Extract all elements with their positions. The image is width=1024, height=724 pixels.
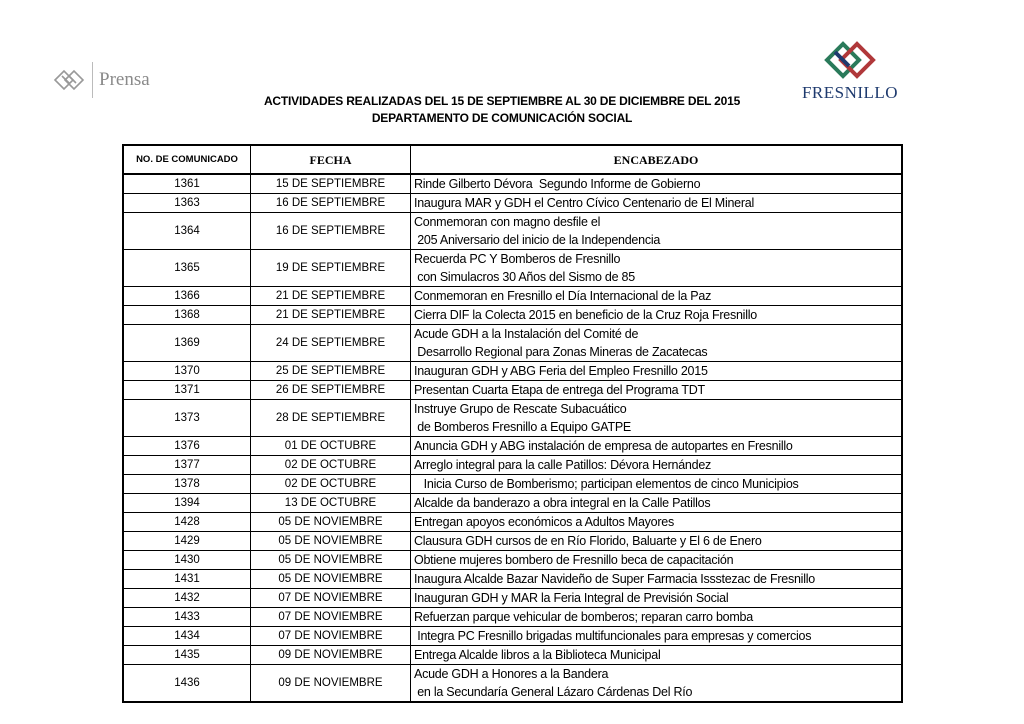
communique-headline: Inaugura Alcalde Bazar Navideño de Super Farmacia Issstezac de Fresnillo xyxy=(411,570,903,589)
table-row xyxy=(123,437,902,456)
table-row xyxy=(123,456,902,475)
communique-headline: Inaugura MAR y GDH el Centro Cívico Centenario de El Mineral xyxy=(411,194,903,213)
table-row xyxy=(123,532,902,551)
communique-headline: Presentan Cuarta Etapa de entrega del Programa TDT xyxy=(411,381,903,400)
table-row xyxy=(123,570,902,589)
prensa-emblem-icon xyxy=(52,66,86,94)
communique-date: 01 DE OCTUBRE xyxy=(251,437,411,456)
activities-table xyxy=(122,144,903,703)
communique-headline: Refuerzan parque vehicular de bomberos; reparan carro bomba xyxy=(411,608,903,627)
table-row xyxy=(123,174,902,194)
communique-number: 1373 xyxy=(123,400,251,437)
communique-number: 1432 xyxy=(123,589,251,608)
communique-headline: Conmemoran con magno desfile el 205 Aniversario del inicio de la Independencia xyxy=(411,213,903,250)
communique-number: 1430 xyxy=(123,551,251,570)
table-row xyxy=(123,475,902,494)
table-row xyxy=(123,362,902,381)
communique-date: 16 DE SEPTIEMBRE xyxy=(251,213,411,250)
table-row xyxy=(123,627,902,646)
communique-headline: Inauguran GDH y ABG Feria del Empleo Fresnillo 2015 xyxy=(411,362,903,381)
communique-headline: Obtiene mujeres bombero de Fresnillo beca de capacitación xyxy=(411,551,903,570)
communique-number: 1369 xyxy=(123,325,251,362)
table-row xyxy=(123,325,902,362)
table-row xyxy=(123,589,902,608)
communique-headline: Conmemoran en Fresnillo el Día Internacional de la Paz xyxy=(411,287,903,306)
communique-headline: Inicia Curso de Bomberismo; participan elementos de cinco Municipios xyxy=(411,475,903,494)
communique-date: 26 DE SEPTIEMBRE xyxy=(251,381,411,400)
table-row xyxy=(123,608,902,627)
table-row xyxy=(123,381,902,400)
table-row xyxy=(123,400,902,437)
communique-date: 28 DE SEPTIEMBRE xyxy=(251,400,411,437)
communique-headline: Recuerda PC Y Bomberos de Fresnillo con Simulacros 30 Años del Sismo de 85 xyxy=(411,250,903,287)
communique-date: 24 DE SEPTIEMBRE xyxy=(251,325,411,362)
communique-date: 09 DE NOVIEMBRE xyxy=(251,665,411,703)
communique-number: 1435 xyxy=(123,646,251,665)
table-row xyxy=(123,194,902,213)
communique-date: 16 DE SEPTIEMBRE xyxy=(251,194,411,213)
table-header-row xyxy=(123,145,902,174)
communique-headline: Acude GDH a la Instalación del Comité de Desarrollo Regional para Zonas Mineras de Zacatecas xyxy=(411,325,903,362)
column-header-date: FECHA xyxy=(251,145,411,174)
communique-date: 25 DE SEPTIEMBRE xyxy=(251,362,411,381)
communique-number: 1370 xyxy=(123,362,251,381)
communique-headline: Cierra DIF la Colecta 2015 en beneficio de la Cruz Roja Fresnillo xyxy=(411,306,903,325)
communique-headline: Rinde Gilberto Dévora Segundo Informe de Gobierno xyxy=(411,174,903,194)
communique-date: 02 DE OCTUBRE xyxy=(251,475,411,494)
communique-headline: Inauguran GDH y MAR la Feria Integral de Previsión Social xyxy=(411,589,903,608)
table-row xyxy=(123,513,902,532)
communique-number: 1365 xyxy=(123,250,251,287)
communique-headline: Entrega Alcalde libros a la Biblioteca Municipal xyxy=(411,646,903,665)
communique-date: 09 DE NOVIEMBRE xyxy=(251,646,411,665)
communique-date: 02 DE OCTUBRE xyxy=(251,456,411,475)
communique-date: 21 DE SEPTIEMBRE xyxy=(251,306,411,325)
communique-date: 19 DE SEPTIEMBRE xyxy=(251,250,411,287)
communique-headline: Alcalde da banderazo a obra integral en la Calle Patillos xyxy=(411,494,903,513)
communique-headline: Instruye Grupo de Rescate Subacuático de Bomberos Fresnillo a Equipo GATPE xyxy=(411,400,903,437)
prensa-logo-text: Prensa xyxy=(99,69,150,90)
communique-date: 21 DE SEPTIEMBRE xyxy=(251,287,411,306)
communique-number: 1377 xyxy=(123,456,251,475)
column-header-headline: ENCABEZADO xyxy=(411,145,903,174)
fresnillo-emblem-icon xyxy=(819,38,881,82)
communique-headline: Integra PC Fresnillo brigadas multifuncionales para empresas y comercios xyxy=(411,627,903,646)
communique-number: 1428 xyxy=(123,513,251,532)
communique-number: 1394 xyxy=(123,494,251,513)
logo-divider xyxy=(92,62,93,98)
communique-number: 1431 xyxy=(123,570,251,589)
communique-number: 1363 xyxy=(123,194,251,213)
table-row xyxy=(123,646,902,665)
communique-date: 07 DE NOVIEMBRE xyxy=(251,589,411,608)
communique-date: 05 DE NOVIEMBRE xyxy=(251,532,411,551)
communique-headline: Acude GDH a Honores a la Bandera en la Secundaría General Lázaro Cárdenas Del Río xyxy=(411,665,903,703)
document-subtitle: DEPARTAMENTO DE COMUNICACIÓN SOCIAL xyxy=(371,111,633,125)
communique-number: 1436 xyxy=(123,665,251,703)
document-title: ACTIVIDADES REALIZADAS DEL 15 DE SEPTIEMBRE AL 30 DE DICIEMBRE DEL 2015 xyxy=(263,94,741,108)
prensa-logo xyxy=(52,62,150,98)
table-row xyxy=(123,250,902,287)
fresnillo-logo-text: FRESNILLO xyxy=(801,83,899,102)
table-row xyxy=(123,306,902,325)
communique-date: 07 DE NOVIEMBRE xyxy=(251,608,411,627)
communique-number: 1434 xyxy=(123,627,251,646)
communique-number: 1433 xyxy=(123,608,251,627)
communique-number: 1376 xyxy=(123,437,251,456)
communique-number: 1364 xyxy=(123,213,251,250)
table-row xyxy=(123,665,902,703)
communique-date: 05 DE NOVIEMBRE xyxy=(251,551,411,570)
table-row xyxy=(123,551,902,570)
table-row xyxy=(123,287,902,306)
communique-headline: Anuncia GDH y ABG instalación de empresa de autopartes en Fresnillo xyxy=(411,437,903,456)
communique-date: 05 DE NOVIEMBRE xyxy=(251,570,411,589)
communique-number: 1378 xyxy=(123,475,251,494)
communique-date: 13 DE OCTUBRE xyxy=(251,494,411,513)
communique-date: 07 DE NOVIEMBRE xyxy=(251,627,411,646)
communique-headline: Entregan apoyos económicos a Adultos Mayores xyxy=(411,513,903,532)
communique-date: 05 DE NOVIEMBRE xyxy=(251,513,411,532)
communique-number: 1366 xyxy=(123,287,251,306)
communique-number: 1368 xyxy=(123,306,251,325)
communique-number: 1371 xyxy=(123,381,251,400)
communique-headline: Arreglo integral para la calle Patillos: Dévora Hernández xyxy=(411,456,903,475)
communique-number: 1361 xyxy=(123,174,251,194)
table-row xyxy=(123,494,902,513)
table-row xyxy=(123,213,902,250)
communique-date: 15 DE SEPTIEMBRE xyxy=(251,174,411,194)
communique-headline: Clausura GDH cursos de en Río Florido, Baluarte y El 6 de Enero xyxy=(411,532,903,551)
column-header-number: NO. DE COMUNICADO xyxy=(123,145,251,174)
communique-number: 1429 xyxy=(123,532,251,551)
